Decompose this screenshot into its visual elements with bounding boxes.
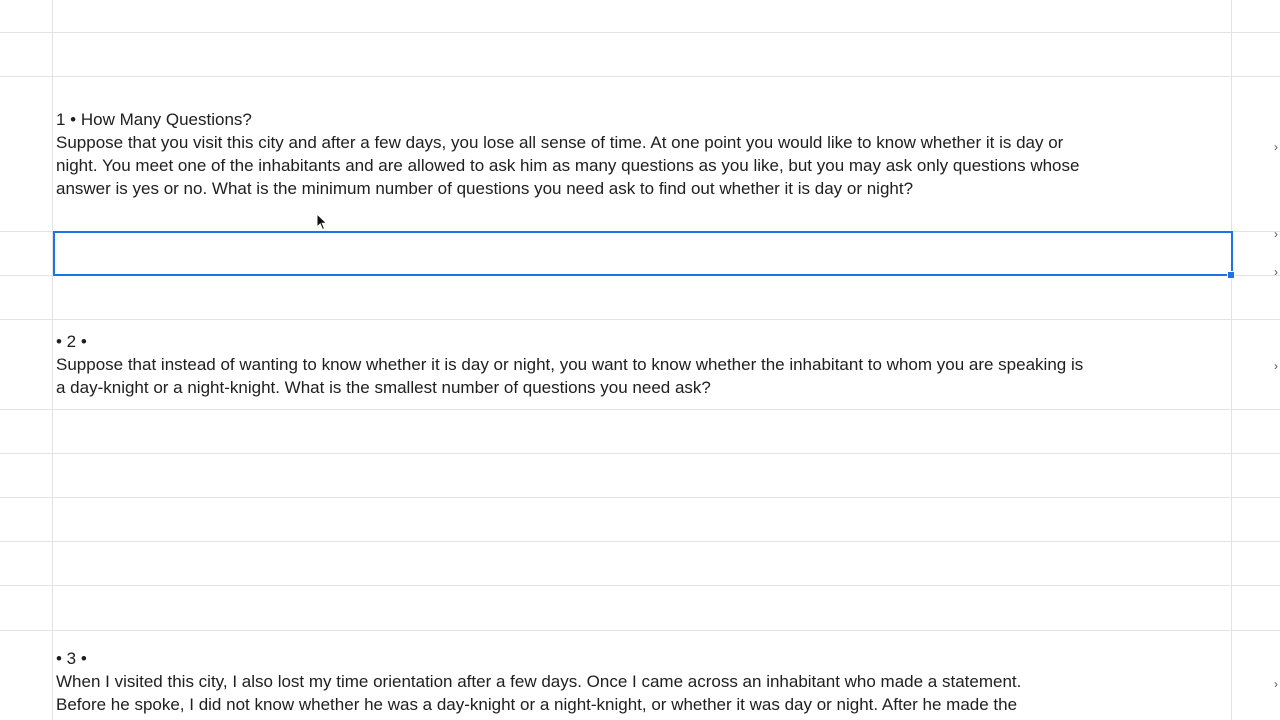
- problem-2-cell[interactable]: [56, 330, 1228, 399]
- problem-3-heading: • 3 •: [56, 649, 87, 668]
- column-divider: [1231, 0, 1232, 720]
- row-divider: [0, 541, 1280, 542]
- fill-handle[interactable]: [1227, 271, 1235, 279]
- mouse-pointer-icon: [316, 213, 328, 231]
- row-divider: [0, 630, 1280, 631]
- row-divider: [0, 76, 1280, 77]
- problem-1-heading: 1 • How Many Questions?: [56, 110, 252, 129]
- offscreen-cell-fragment: ›: [1274, 362, 1278, 370]
- problem-1-line-3: answer is yes or no. What is the minimum number of questions you need ask to find out whether it is day or night?: [56, 179, 914, 198]
- problem-1-line-2: night. You meet one of the inhabitants and are allowed to ask him as many questions as you like, but you may ask only questions whose: [56, 156, 1080, 175]
- offscreen-cell-fragment: ›: [1274, 143, 1278, 151]
- row-divider: [0, 497, 1280, 498]
- row-divider: [0, 319, 1280, 320]
- row-divider: [0, 409, 1280, 410]
- offscreen-cell-fragment: ›: [1274, 268, 1278, 276]
- problem-2-heading: • 2 •: [56, 332, 87, 351]
- problem-1-cell[interactable]: [56, 108, 1228, 200]
- row-divider: [0, 32, 1280, 33]
- row-divider: [0, 453, 1280, 454]
- offscreen-cell-fragment: ›: [1274, 680, 1278, 688]
- problem-3-line-1: When I visited this city, I also lost my time orientation after a few days. Once I came across an inhabitant who made a statement.: [56, 672, 1022, 691]
- problem-3-line-2: Before he spoke, I did not know whether he was a day-knight or a night-knight, or whether it was day or night. After he made the: [56, 695, 1018, 714]
- offscreen-cell-fragment: ›: [1274, 230, 1278, 238]
- problem-2-line-2: a day-knight or a night-knight. What is the smallest number of questions you need ask?: [56, 378, 711, 397]
- selected-cell[interactable]: [53, 231, 1233, 276]
- problem-1-line-1: Suppose that you visit this city and after a few days, you lose all sense of time. At one point you would like to know whether it is day or: [56, 133, 1064, 152]
- row-divider: [0, 585, 1280, 586]
- column-divider: [52, 0, 53, 720]
- problem-2-line-1: Suppose that instead of wanting to know whether it is day or night, you want to know whether the inhabitant to whom you are speaking is: [56, 355, 1084, 374]
- problem-3-cell[interactable]: [56, 647, 1228, 716]
